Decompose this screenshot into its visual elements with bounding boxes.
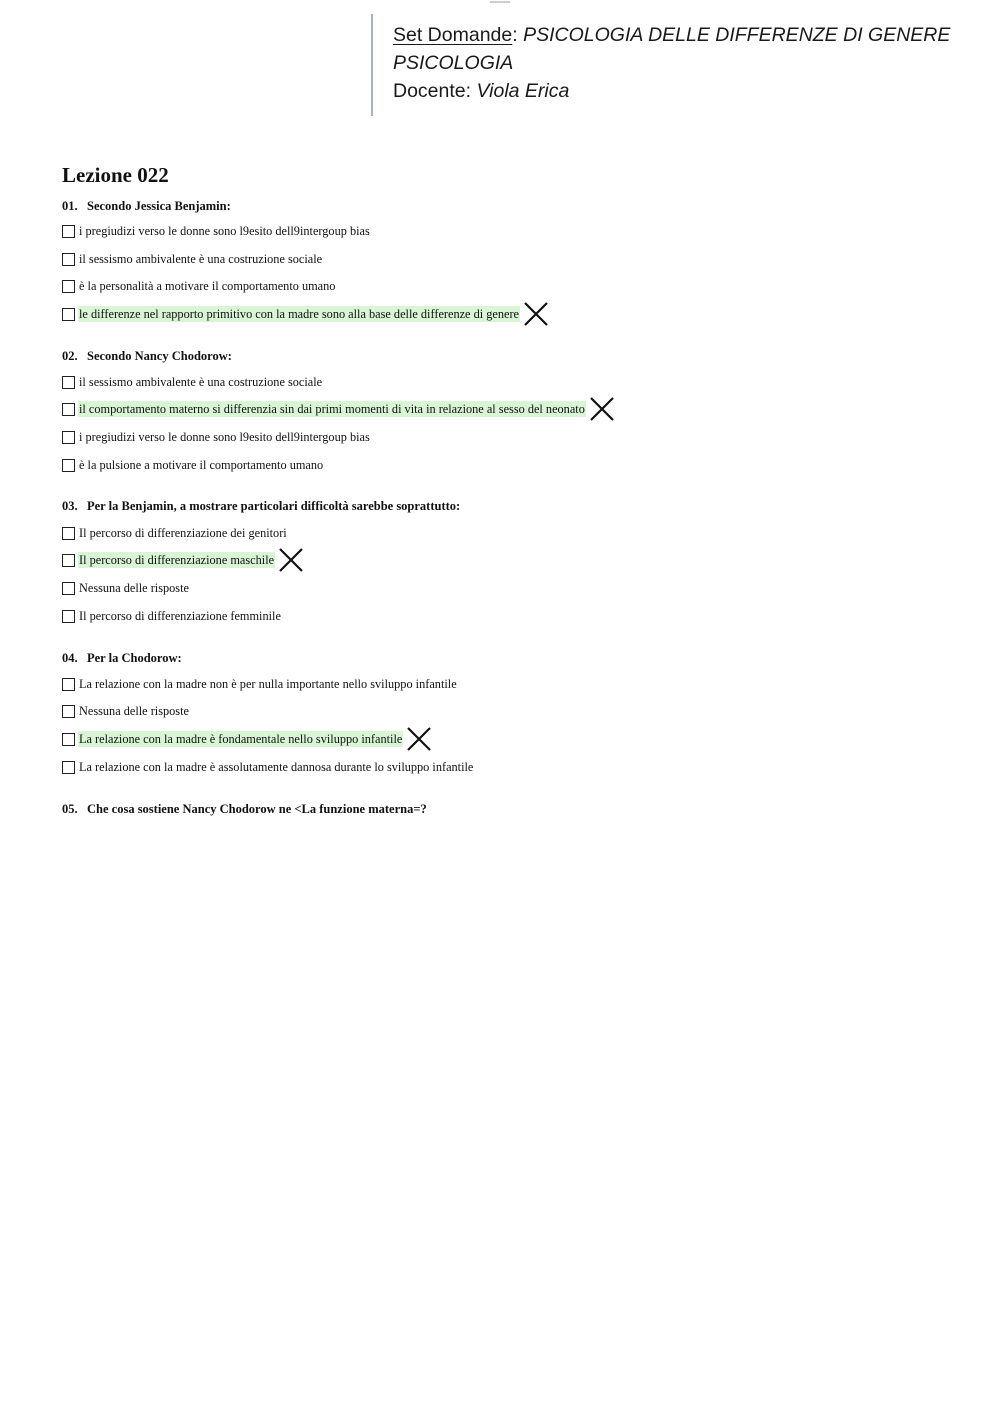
answer-option[interactable]: [62, 758, 474, 776]
question-number: 05.: [62, 802, 78, 816]
answer-text: Nessuna delle risposte: [79, 581, 189, 595]
answer-text: è la pulsione a motivare il comportamento umano: [79, 458, 324, 472]
question-number: 03.: [62, 499, 78, 513]
answer-checkbox[interactable]: [62, 582, 75, 595]
subject-line-2: [393, 49, 951, 77]
answer-option[interactable]: [62, 305, 549, 323]
answer-option[interactable]: [62, 277, 336, 295]
answer-option[interactable]: [62, 579, 190, 597]
answer-checkbox[interactable]: [62, 280, 75, 293]
question-2: [62, 348, 232, 364]
answer-option[interactable]: [62, 428, 371, 446]
answer-option[interactable]: [62, 456, 324, 474]
question-text: Per la Benjamin, a mostrare particolari difficoltà sarebbe soprattutto:: [87, 499, 461, 513]
answer-text: i pregiudizi verso le donne sono l9esito dell9intergoup bias: [79, 430, 370, 444]
question-text: Che cosa sostiene Nancy Chodorow ne <La funzione materna=?: [87, 802, 427, 816]
set-line: [393, 21, 951, 49]
answer-option[interactable]: [62, 607, 282, 625]
x-mark-icon: [589, 396, 615, 422]
answer-option[interactable]: [62, 373, 323, 391]
answer-option[interactable]: [62, 730, 432, 748]
correct-answer-text: il comportamento materno si differenzia sin dai primi momenti di vita in relazione al sesso del neonato: [79, 402, 585, 416]
answer-checkbox[interactable]: [62, 253, 75, 266]
teacher-line: [393, 77, 951, 105]
answer-option[interactable]: [62, 675, 458, 693]
answer-checkbox[interactable]: [62, 733, 75, 746]
x-mark-icon: [523, 301, 549, 327]
question-number: 01.: [62, 199, 78, 213]
answer-option[interactable]: [62, 551, 304, 569]
x-mark-icon: [278, 547, 304, 573]
answer-option[interactable]: [62, 702, 190, 720]
subject-title: PSICOLOGIA DELLE DIFFERENZE DI GENERE: [523, 24, 951, 46]
subject-category: PSICOLOGIA: [393, 52, 514, 74]
question-3: [62, 498, 460, 514]
answer-text: Il percorso di differenziazione dei genitori: [79, 526, 287, 540]
x-mark-icon: [406, 726, 432, 752]
answer-checkbox[interactable]: [62, 761, 75, 774]
answer-option[interactable]: [62, 400, 615, 418]
set-separator: :: [512, 24, 518, 46]
answer-checkbox[interactable]: [62, 705, 75, 718]
answer-text: Il percorso di differenziazione femminile: [79, 609, 281, 623]
question-text: Secondo Jessica Benjamin:: [87, 199, 231, 213]
answer-text: i pregiudizi verso le donne sono l9esito dell9intergoup bias: [79, 224, 370, 238]
answer-option[interactable]: [62, 250, 323, 268]
answer-checkbox[interactable]: [62, 610, 75, 623]
answer-text: La relazione con la madre è assolutamente dannosa durante lo sviluppo infantile: [79, 760, 474, 774]
answer-text: il sessismo ambivalente è una costruzione sociale: [79, 375, 323, 389]
answer-text: Nessuna delle risposte: [79, 704, 189, 718]
question-number: 04.: [62, 651, 78, 665]
answer-text: il sessismo ambivalente è una costruzione sociale: [79, 252, 323, 266]
teacher-name: Viola Erica: [476, 80, 570, 102]
page-top-mark: [490, 1, 510, 3]
answer-text: è la personalità a motivare il comportamento umano: [79, 279, 336, 293]
answer-checkbox[interactable]: [62, 678, 75, 691]
document-header: [371, 14, 951, 116]
question-5: [62, 801, 427, 817]
question-text: Per la Chodorow:: [87, 651, 182, 665]
correct-answer-text: La relazione con la madre è fondamentale nello sviluppo infantile: [79, 732, 403, 746]
answer-checkbox[interactable]: [62, 554, 75, 567]
question-number: 02.: [62, 349, 78, 363]
answer-checkbox[interactable]: [62, 225, 75, 238]
correct-answer-text: le differenze nel rapporto primitivo con la madre sono alla base delle differenze di genere: [79, 307, 519, 321]
teacher-label: Docente:: [393, 80, 472, 102]
answer-checkbox[interactable]: [62, 431, 75, 444]
answer-checkbox[interactable]: [62, 459, 75, 472]
answer-option[interactable]: [62, 524, 288, 542]
set-label: Set Domande: [393, 24, 513, 46]
answer-option[interactable]: [62, 222, 371, 240]
correct-answer-text: Il percorso di differenziazione maschile: [79, 553, 275, 567]
answer-text: La relazione con la madre non è per nulla importante nello sviluppo infantile: [79, 677, 457, 691]
question-1: [62, 198, 231, 214]
answer-checkbox[interactable]: [62, 376, 75, 389]
question-text: Secondo Nancy Chodorow:: [87, 349, 232, 363]
answer-checkbox[interactable]: [62, 403, 75, 416]
question-4: [62, 650, 182, 666]
answer-checkbox[interactable]: [62, 527, 75, 540]
answer-checkbox[interactable]: [62, 308, 75, 321]
lesson-title: Lezione 022: [62, 163, 169, 187]
